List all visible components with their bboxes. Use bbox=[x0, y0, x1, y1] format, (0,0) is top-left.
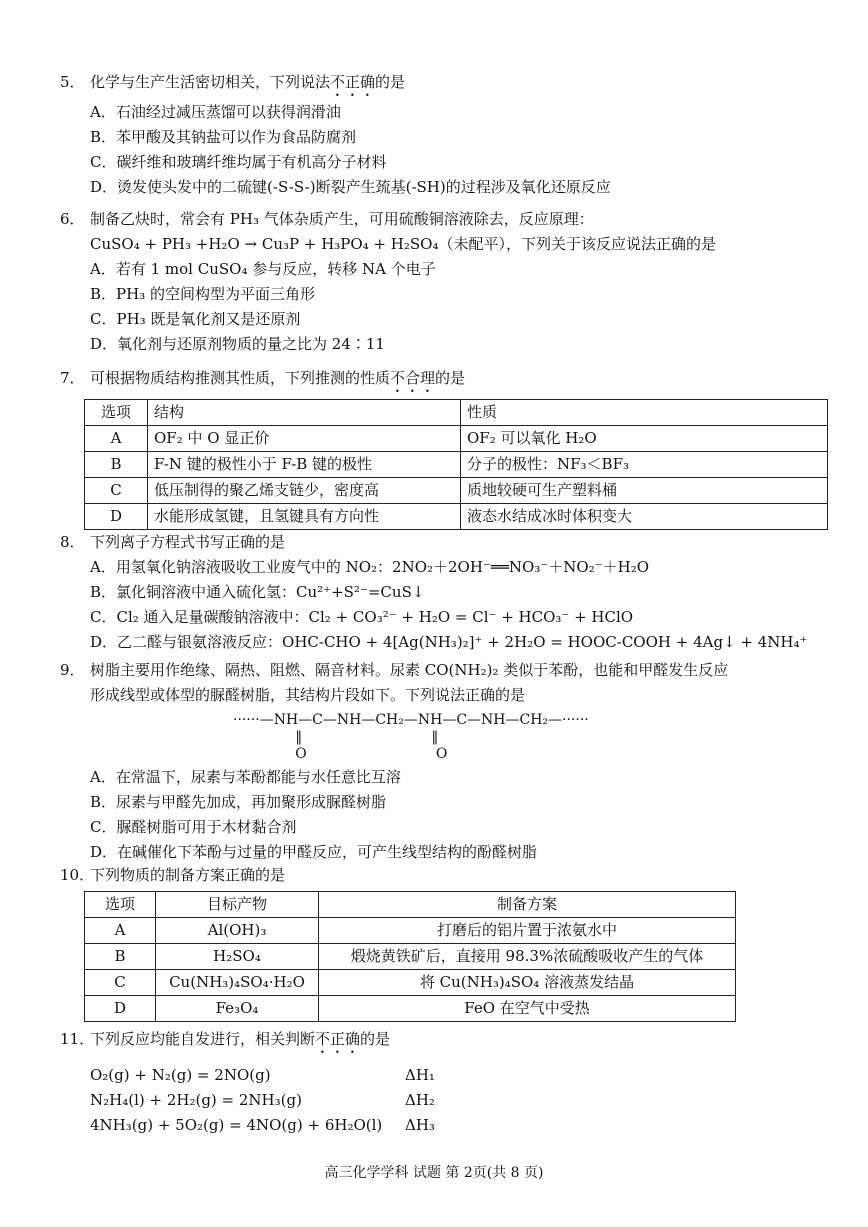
table-cell: Cu(NH₃)₄SO₄·H₂O bbox=[156, 970, 319, 996]
option-b: B．尿素与甲醛先加成，再加聚形成脲醛树脂 bbox=[90, 793, 387, 811]
stem-text: 下列反应均能自发进行，相关判断 bbox=[90, 1030, 316, 1048]
question-stem bbox=[60, 530, 820, 555]
option-a: A．用氢氧化钠溶液吸收工业废气中的 NO₂：2NO₂＋2OH⁻══NO₃⁻＋NO₂⁻＋H₂O bbox=[90, 558, 650, 576]
table-cell: 低压制得的聚乙烯支链少，密度高 bbox=[148, 478, 461, 504]
enthalpy-label: ΔH₃ bbox=[405, 1116, 435, 1134]
question-5 bbox=[60, 70, 820, 200]
option-c: C．碳纤维和玻璃纤维均属于有机高分子材料 bbox=[90, 153, 387, 171]
option-d: D．乙二醛与银氨溶液反应：OHC-CHO + 4[Ag(NH₃)₂]⁺ + 2H₂O = HOOC-COOH + 4Ag↓ + 4NH₄⁺ bbox=[90, 633, 808, 651]
option-a: A．若有 1 mol CuSO₄ 参与反应，转移 NA 个电子 bbox=[90, 260, 436, 278]
table-cell: C bbox=[85, 970, 156, 996]
table-header-row bbox=[85, 892, 736, 918]
question-7 bbox=[60, 366, 820, 530]
emphasis-text: 不正确 bbox=[315, 1030, 361, 1048]
option-b: B．氯化铜溶液中通入硫化氢：Cu²⁺+S²⁻=CuS↓ bbox=[90, 583, 425, 601]
table-header-cell: 性质 bbox=[461, 400, 828, 426]
question-stem bbox=[60, 863, 820, 888]
table-header-cell: 目标产物 bbox=[156, 892, 319, 918]
formula-double-bond: ‖ ‖ bbox=[233, 729, 439, 745]
question-stem bbox=[60, 366, 820, 396]
stem-continuation: 形成线型或体型的脲醛树脂，其结构片段如下。下列说法正确的是 bbox=[90, 686, 526, 704]
table-cell: FeO 在空气中受热 bbox=[319, 996, 736, 1022]
table-header-cell: 选项 bbox=[85, 892, 156, 918]
table-header-cell: 选项 bbox=[85, 400, 148, 426]
question-6 bbox=[60, 207, 820, 357]
stem-text: 的是 bbox=[375, 73, 406, 91]
table-row bbox=[85, 970, 736, 996]
table-cell: 打磨后的铝片置于浓氨水中 bbox=[319, 918, 736, 944]
option-c: C．脲醛树脂可用于木材黏合剂 bbox=[90, 818, 297, 836]
option-b: B．PH₃ 的空间构型为平面三角形 bbox=[90, 285, 315, 303]
table-cell: H₂SO₄ bbox=[156, 944, 319, 970]
table-cell: Al(OH)₃ bbox=[156, 918, 319, 944]
table-cell: 液态水结成冰时体积变大 bbox=[461, 504, 828, 530]
formula-chain: ······—NH—C—NH—CH₂—NH—C—NH—CH₂—······ bbox=[233, 712, 589, 728]
table-row bbox=[85, 452, 828, 478]
stem-text: 树脂主要用作绝缘、隔热、阻燃、隔音材料。尿素 CO(NH₂)₂ 类似于苯酚，也能和甲醛发生反应 bbox=[90, 661, 729, 679]
question-number: 11． bbox=[60, 1030, 95, 1048]
question-stem bbox=[60, 1027, 820, 1057]
table-header-cell: 制备方案 bbox=[319, 892, 736, 918]
option-c: C．PH₃ 既是氧化剂又是还原剂 bbox=[90, 310, 301, 328]
stem-text: 下列物质的制备方案正确的是 bbox=[90, 866, 286, 884]
table-cell: OF₂ 可以氧化 H₂O bbox=[461, 426, 828, 452]
table-cell: A bbox=[85, 918, 156, 944]
emphasis-text: 不正确 bbox=[330, 73, 376, 91]
equation-text: O₂(g) + N₂(g) = 2NO(g) bbox=[90, 1066, 271, 1084]
table-cell: B bbox=[85, 452, 148, 478]
option-a: A．石油经过减压蒸馏可以获得润滑油 bbox=[90, 103, 341, 121]
table-cell: 水能形成氢键，且氢键具有方向性 bbox=[148, 504, 461, 530]
equation-2 bbox=[60, 1088, 820, 1113]
enthalpy-label: ΔH₁ bbox=[405, 1066, 435, 1084]
question-8 bbox=[60, 530, 820, 655]
question-stem bbox=[60, 207, 820, 232]
stem-text: 化学与生产生活密切相关，下列说法 bbox=[90, 73, 331, 91]
option-d: D．氧化剂与还原剂物质的量之比为 24∶11 bbox=[90, 335, 385, 353]
table-cell: A bbox=[85, 426, 148, 452]
table-row bbox=[85, 426, 828, 452]
question-number: 6． bbox=[60, 210, 85, 228]
page-footer: 高三化学学科 试题 第 2页(共 8 页) bbox=[324, 1165, 544, 1181]
question-10 bbox=[60, 863, 820, 1022]
question-stem bbox=[60, 70, 820, 100]
table-cell: F-N 键的极性小于 F-B 键的极性 bbox=[148, 452, 461, 478]
question-number: 5． bbox=[60, 73, 85, 91]
stem-text: 制备乙炔时，常会有 PH₃ 气体杂质产生，可用硫酸铜溶液除去，反应原理： bbox=[90, 210, 594, 228]
table-cell: 分子的极性：NF₃＜BF₃ bbox=[461, 452, 828, 478]
enthalpy-label: ΔH₂ bbox=[405, 1091, 435, 1109]
option-b: B．苯甲酸及其钠盐可以作为食品防腐剂 bbox=[90, 128, 357, 146]
reaction-equation: CuSO₄ + PH₃ +H₂O → Cu₃P + H₃PO₄ + H₂SO₄（未配平），下列关于该反应说法正确的是 bbox=[90, 235, 716, 253]
table-row bbox=[85, 996, 736, 1022]
table-cell: 将 Cu(NH₃)₄SO₄ 溶液蒸发结晶 bbox=[319, 970, 736, 996]
equation-3 bbox=[60, 1113, 820, 1138]
table-cell: 煅烧黄铁矿后，直接用 98.3%浓硫酸吸收产生的气体 bbox=[319, 944, 736, 970]
emphasis-text: 不合理 bbox=[390, 369, 436, 387]
equation-text: 4NH₃(g) + 5O₂(g) = 4NO(g) + 6H₂O(l) bbox=[90, 1116, 383, 1134]
option-d: D．烫发使头发中的二硫键(-S-S-)断裂产生巯基(-SH)的过程涉及氧化还原反应 bbox=[90, 178, 611, 196]
stem-text: 可根据物质结构推测其性质，下列推测的性质 bbox=[90, 369, 391, 387]
option-c: C．Cl₂ 通入足量碳酸钠溶液中：Cl₂ + CO₃²⁻ + H₂O = Cl⁻ + HCO₃⁻ + HClO bbox=[90, 608, 634, 626]
stem-text: 下列离子方程式书写正确的是 bbox=[90, 533, 286, 551]
question-number: 8． bbox=[60, 533, 85, 551]
structure-formula bbox=[60, 708, 820, 765]
table-cell: OF₂ 中 O 显正价 bbox=[148, 426, 461, 452]
table-cell: D bbox=[85, 504, 148, 530]
question-number: 10． bbox=[60, 866, 95, 884]
question-stem bbox=[60, 658, 820, 683]
question-11 bbox=[60, 1027, 820, 1138]
table-header-cell: 结构 bbox=[148, 400, 461, 426]
preparation-table bbox=[84, 891, 736, 1022]
structure-property-table bbox=[84, 399, 828, 530]
question-9 bbox=[60, 658, 820, 865]
question-number: 9． bbox=[60, 661, 85, 679]
stem-text: 的是 bbox=[435, 369, 466, 387]
table-cell: C bbox=[85, 478, 148, 504]
option-d: D．在碱催化下苯酚与过量的甲醛反应，可产生线型结构的酚醛树脂 bbox=[90, 843, 538, 861]
table-row bbox=[85, 918, 736, 944]
table-row bbox=[85, 944, 736, 970]
table-header-row bbox=[85, 400, 828, 426]
equation-1 bbox=[60, 1063, 820, 1088]
table-cell: Fe₃O₄ bbox=[156, 996, 319, 1022]
table-cell: 质地较硬可生产塑料桶 bbox=[461, 478, 828, 504]
option-a: A．在常温下，尿素与苯酚都能与水任意比互溶 bbox=[90, 768, 401, 786]
stem-text: 的是 bbox=[360, 1030, 391, 1048]
question-number: 7． bbox=[60, 369, 85, 387]
formula-oxygen: O O bbox=[233, 746, 448, 762]
table-cell: D bbox=[85, 996, 156, 1022]
table-row bbox=[85, 478, 828, 504]
table-row bbox=[85, 504, 828, 530]
equation-text: N₂H₄(l) + 2H₂(g) = 2NH₃(g) bbox=[90, 1091, 302, 1109]
table-cell: B bbox=[85, 944, 156, 970]
